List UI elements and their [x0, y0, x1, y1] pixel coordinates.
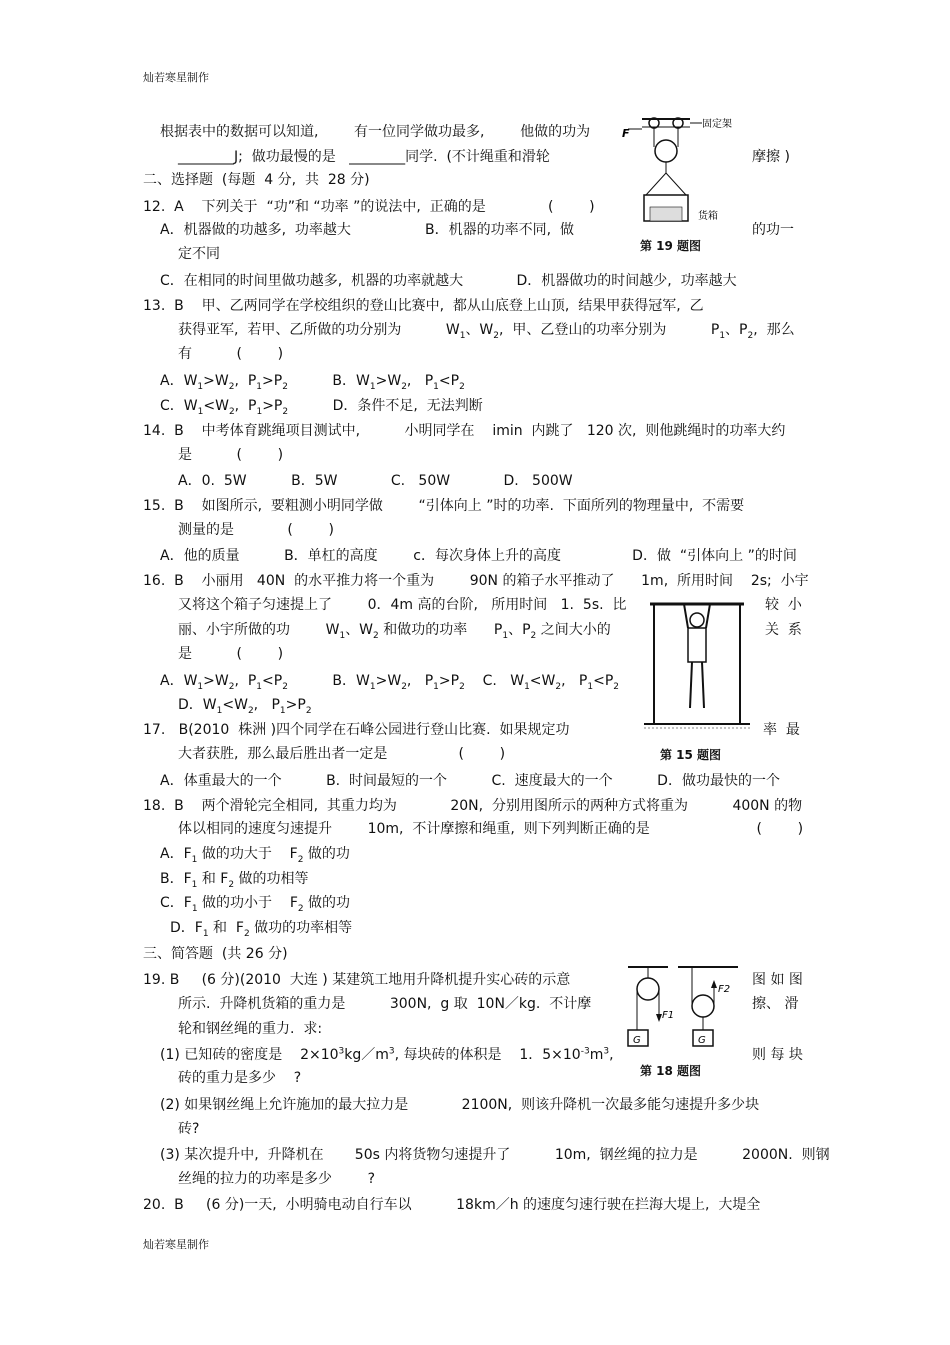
figure-19-caption: 第 19 题图	[640, 239, 702, 253]
line-text: 所示. 升降机货箱的重力是 300N, g 取 10N／kg. 不计摩	[178, 996, 592, 1012]
figure-18-f2-label: F2	[718, 984, 731, 995]
options-row: D．$W_1<W_2$, $P_1>P_2$	[178, 697, 312, 716]
section-heading: 三、简答题 (共 26 分)	[143, 946, 288, 962]
line-text: 图 如 图	[752, 972, 803, 988]
line-text: 丽、小宇所做的功 $W_1$、$W_2$ 和做功的功率 $P_1$、$P_2$ 之间大小的	[178, 622, 611, 641]
options-cd: C．$W_1<W_2$, $P_1>P_2$ D．条件不足, 无法判断	[160, 398, 483, 417]
subquestion-1: (1) 已知砖的密度是 $2\times 10^3kg/m^3$, 每块砖的体积是 1．$5\times 10^{-3}m^3$,	[160, 1046, 614, 1063]
line-text: 率 最	[763, 722, 800, 738]
options-cd: C．在相同的时间里做功越多, 机器的功率就越大 D．机器做功的时间越少, 功率越大	[160, 273, 737, 289]
figure-18-caption: 第 18 题图	[640, 1064, 702, 1078]
question-20: 20. B (6 分)一天, 小明骑电动自行车以 18km／h 的速度匀速行驶在拦海大堤上, 大堤全	[143, 1197, 761, 1213]
options-row: A．体重最大的一个 B. 时间最短的一个 C. 速度最大的一个 D．做功最快的一个	[160, 773, 780, 789]
line-text: 擦、 滑	[752, 996, 799, 1012]
line-text: 又将这个箱子匀速提上了 0．4m 高的台阶, 所用时间 1. 5s. 比	[178, 597, 627, 613]
question-15: 15. B 如图所示, 要粗测小明同学做 “引体向上 ”时的功率. 下面所列的物理量中, 不需要	[143, 498, 745, 514]
line-text: 是 ( )	[178, 447, 284, 463]
figure-18-diagram	[622, 962, 746, 1058]
question-14: 14. B 中考体育跳绳项目测试中, 小明同学在 imin 内跳了 120 次, 则他跳绳时的功率大约	[143, 423, 786, 439]
option-b: B．机器的功率不同, 做	[425, 222, 574, 238]
line-text: 则 每 块	[752, 1047, 803, 1063]
question-19: 19. B (6 分)(2010 大连 ) 某建筑工地用升降机提升实心砖的示意	[143, 972, 571, 988]
figure-15-caption: 第 15 题图	[660, 748, 722, 762]
question-18: 18. B 两个滑轮完全相同, 其重力均为 20N, 分别用图所示的两种方式将重为 400N 的物	[143, 798, 803, 814]
option-d: D．$F_1$ 和 $F_2$ 做功的功率相等	[170, 920, 353, 939]
line-text: 轮和钢丝绳的重力. 求:	[178, 1021, 323, 1037]
subquestion-3: (3) 某次提升中, 升降机在 50s 内将货物匀速提升了 10m, 钢丝绳的拉力是 2000N. 则钢	[160, 1147, 830, 1163]
figure-19-force-label: F	[622, 127, 630, 140]
line-text: 丝绳的拉力的功率是多少 ?	[178, 1171, 376, 1187]
line-text: 有 ( )	[178, 346, 284, 362]
option-a: A．$F_1$ 做的功大于 $F_2$ 做的功	[160, 846, 350, 865]
line-text: 获得亚军, 若甲、乙所做的功分别为 $W_1$、$W_2$, 甲、乙登山的功率分别为 $P_1$、$P_2$, 那么	[178, 322, 795, 341]
line-text: 是 ( )	[178, 646, 284, 662]
line-text: 关 系	[765, 622, 802, 638]
question-12: 12. A 下列关于 “功”和 “功率 ”的说法中, 正确的是 ( )	[143, 199, 595, 215]
section-heading: 二、选择题 (每题 4 分, 共 28 分)	[143, 172, 370, 188]
line-text: 大者获胜, 那么最后胜出者一定是 ( )	[178, 746, 506, 762]
page-footer: 灿若寒星制作	[143, 1238, 209, 1251]
options-row: A．$W_1>W_2$, $P_1<P_2$ B．$W_1>W_2$, $P_1>P_2$ C. $W_1<W_2$, $P_1<P_2$	[160, 673, 620, 692]
question-13: 13. B 甲、乙两同学在学校组织的登山比赛中, 都从山底登上山顶, 结果甲获得冠军, 乙	[143, 298, 704, 314]
subquestion-2: (2) 如果钢丝绳上允许施加的最大拉力是 2100N, 则该升降机一次最多能匀速提升多少块	[160, 1097, 760, 1113]
line-text: 根据表中的数据可以知道, 有一位同学做功最多, 他做的功为	[160, 124, 591, 140]
line-text: ________J; 做功最慢的是 ________同学. (不计绳重和滑轮	[178, 149, 550, 165]
figure-19-box-label: 货箱	[698, 211, 718, 222]
option-a: A．机器做的功越多, 功率越大	[160, 222, 351, 238]
option-c: C．$F_1$ 做的功小于 $F_2$ 做的功	[160, 895, 351, 914]
line-text: 的功一	[752, 222, 794, 238]
line-text: 摩擦 )	[752, 149, 790, 165]
option-b: B．$F_1$ 和 $F_2$ 做的功相等	[160, 871, 309, 890]
line-text: 砖的重力是多少 ?	[178, 1070, 302, 1086]
question-17: 17. B(2010 株洲 )四个同学在石峰公园进行登山比赛. 如果规定功	[143, 722, 570, 738]
figure-18-f1-label: F1	[662, 1010, 675, 1021]
figure-15-diagram	[640, 598, 752, 738]
figure-18-g-label: G	[633, 1035, 641, 1046]
line-text: 体以相同的速度匀速提升 10m, 不计摩擦和绳重, 则下列判断正确的是 ( )	[178, 821, 804, 837]
page-header: 灿若寒星制作	[143, 71, 209, 84]
figure-18-g-label: G	[698, 1035, 706, 1046]
line-text: 测量的是 ( )	[178, 522, 334, 538]
options-ab: A．$W_1>W_2$, $P_1>P_2$ B．$W_1>W_2$, $P_1<P_2$	[160, 373, 465, 392]
options-row: A．0. 5W B．5W C. 50W D. 500W	[178, 473, 573, 489]
options-row: A．他的质量 B．单杠的高度 c．每次身体上升的高度 D．做 “引体向上 ”的时间	[160, 548, 797, 564]
line-text: 砖?	[178, 1121, 200, 1137]
figure-19-diagram	[620, 115, 750, 255]
question-16: 16. B 小丽用 40N 的水平推力将一个重为 90N 的箱子水平推动了 1m, 所用时间 2s; 小宇	[143, 573, 809, 589]
line-text: 定不同	[178, 246, 220, 262]
line-text: 较 小	[765, 597, 802, 613]
figure-19-frame-label: 固定架	[702, 119, 732, 130]
